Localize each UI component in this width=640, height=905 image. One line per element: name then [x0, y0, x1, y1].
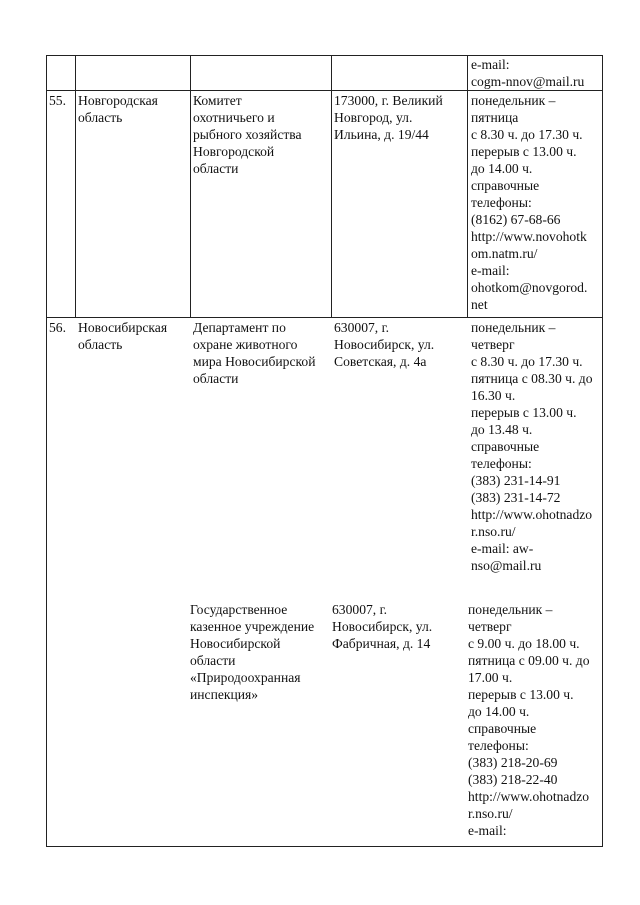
- row-divider-56: [46, 317, 602, 318]
- row55-organization: Комитет охотничьего и рыбного хозяйства Новгородской области: [193, 93, 302, 176]
- row56b-contacts: понедельник – четверг с 9.00 ч. до 18.00 ч. пятница с 09.00 ч. до 17.00 ч. перерыв с 13.00 ч. до 14.00 ч. справочные телефоны: (383) 218-20-69 (383) 218-22-40 http://www.ohotnadzo r.nso.ru/ e-mail:: [468, 602, 590, 838]
- table-border-right: [602, 55, 603, 847]
- col-divider-region: [190, 55, 191, 317]
- row56-number: 56.: [49, 320, 66, 335]
- row55-contacts: понедельник – пятница с 8.30 ч. до 17.30 ч. перерыв с 13.00 ч. до 14.00 ч. справочные телефоны: (8162) 67-68-66 http://www.novohotk om.natm.ru/ e-mail: ohotkom@novgorod. net: [471, 93, 588, 312]
- col-divider-org: [331, 55, 332, 317]
- row56-contacts: понедельник – четверг с 8.30 ч. до 17.30 ч. пятница с 08.30 ч. до 16.30 ч. перерыв с 13.00 ч. до 13.48 ч. справочные телефоны: (383) 231-14-91 (383) 231-14-72 http://www.ohotnadzo r.nso.ru/ e-mail: aw- nso@mail.ru: [471, 320, 593, 573]
- row55-number: 55.: [49, 93, 66, 108]
- table-border-left: [46, 55, 47, 847]
- row56-organization: Департамент по охране животного мира Новосибирской области: [193, 320, 316, 386]
- row55-address: 173000, г. Великий Новгород, ул. Ильина, д. 19/44: [334, 93, 443, 142]
- col-divider-num: [75, 55, 76, 317]
- row56b-address: 630007, г. Новосибирск, ул. Фабричная, д. 14: [332, 602, 433, 651]
- row0-contacts: e-mail: cogm-nnov@mail.ru: [471, 57, 585, 89]
- row-divider-55: [46, 90, 602, 91]
- row56-address: 630007, г. Новосибирск, ул. Советская, д. 4а: [334, 320, 435, 369]
- col-divider-address: [467, 55, 468, 317]
- table-border-bottom: [46, 846, 602, 847]
- row55-region: Новгородская область: [78, 93, 158, 125]
- row56b-organization: Государственное казенное учреждение Новосибирской области «Природоохранная инспекция»: [190, 602, 315, 702]
- row56-region: Новосибирская область: [78, 320, 168, 352]
